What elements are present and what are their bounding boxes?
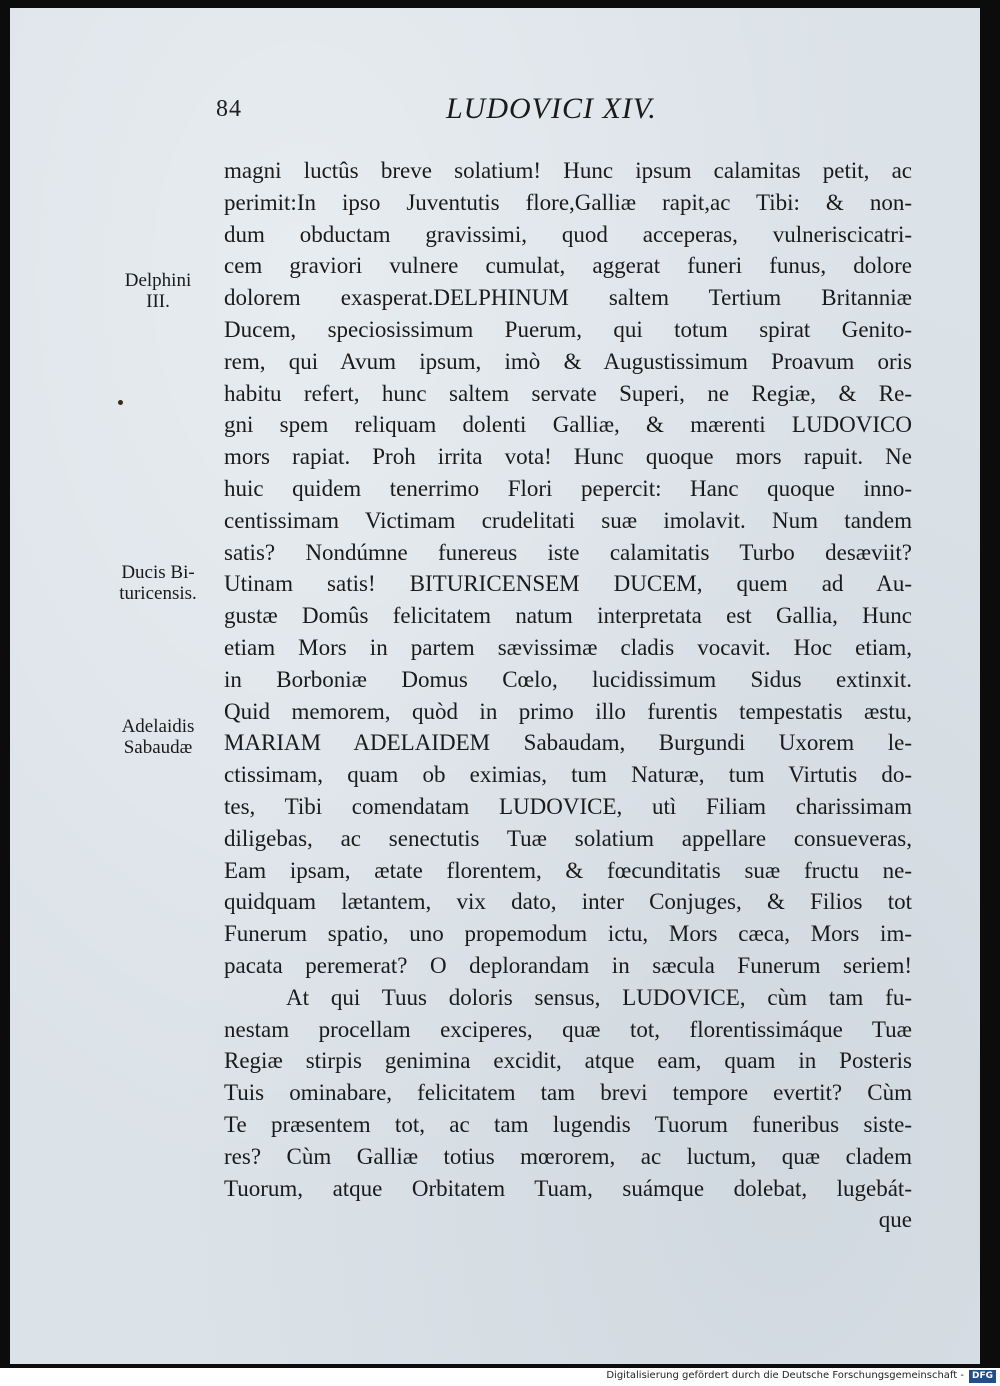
footer-bar (0, 1368, 1000, 1386)
text-line: mors rapiat. Proh irrita vota! Hunc quoque mors rapuit. Ne (224, 444, 912, 470)
footer-credit: Digitalisierung gefördert durch die Deutsche Forschungsgemeinschaft - (606, 1370, 964, 1381)
marginal-note-line: Delphini (124, 270, 192, 291)
text-line: Te præsentem tot, ac tam lugendis Tuorum funeribus siste- (224, 1111, 912, 1137)
text-line: huic quidem tenerrimo Flori pepercit: Hanc quoque inno- (224, 475, 912, 501)
text-line: dum obductam gravissimi, quod acceperas, vulneriscicatri- (224, 221, 912, 247)
text-line: cem graviori vulnere cumulat, aggerat funeri funus, dolore (224, 253, 912, 279)
text-line: dolorem exasperat.DELPHINUM saltem Tertium Britanniæ (224, 285, 912, 311)
text-line: gni spem reliquam dolenti Galliæ, & mærenti LUDOVICO (224, 412, 912, 438)
marginal-note-ducis (100, 562, 216, 604)
text-line: habitu refert, hunc saltem servate Superi, ne Regiæ, & Re- (224, 380, 912, 406)
text-line: quidquam lætantem, vix dato, inter Conjuges, & Filios tot (224, 889, 912, 915)
page-number: 84 (216, 96, 242, 122)
text-line: etiam Mors in partem sævissimæ cladis vocavit. Hoc etiam, (224, 634, 912, 660)
text-line: magni luctûs breve solatium! Hunc ipsum calamitas petit, ac (224, 158, 912, 183)
margin-dot (118, 400, 123, 405)
text-line: rem, qui Avum ipsum, imò & Augustissimum Proavum oris (224, 348, 912, 374)
dfg-logo: DFG (969, 1370, 996, 1383)
text-line: Utinam satis! BITURICENSEM DUCEM, quem ad Au- (224, 571, 912, 597)
marginal-note-line: Sabaudæ (123, 737, 193, 758)
text-line: Eam ipsam, ætate florentem, & fœcunditatis suæ fructu ne- (224, 857, 912, 883)
marginal-note-line: Adelaidis (121, 716, 195, 737)
text-line: perimit:In ipso Juventutis flore,Galliæ rapit,ac Tibi: & non- (224, 189, 912, 215)
marginal-note-line: III. (146, 291, 170, 312)
text-line: Tuorum, atque Orbitatem Tuam, suámque dolebat, lugebát- (224, 1175, 912, 1201)
text-line: ctissimam, quam ob eximias, tum Naturæ, tum Virtutis do- (224, 762, 912, 788)
text-line: Funerum spatio, uno propemodum ictu, Mors cæca, Mors im- (224, 921, 912, 947)
text-line: pacata peremerat? O deplorandam in sæcula Funerum seriem! (224, 952, 912, 978)
marginal-note-adelaidis (100, 716, 216, 758)
text-line: At qui Tuus doloris sensus, LUDOVICE, cùm tam fu- (286, 984, 912, 1010)
text-line: centissimam Victimam crudelitati suæ imolavit. Num tandem (224, 507, 912, 533)
text-line: que (878, 1207, 912, 1233)
text-line: MARIAM ADELAIDEM Sabaudam, Burgundi Uxorem le- (224, 730, 912, 756)
text-line: Tuis ominabare, felicitatem tam brevi tempore evertit? Cùm (224, 1080, 912, 1106)
text-line: satis? Nondúmne funereus iste calamitatis Turbo desæviit? (224, 539, 912, 565)
text-line: Ducem, speciosissimum Puerum, qui totum spirat Genito- (224, 316, 912, 342)
text-line: tes, Tibi comendatam LUDOVICE, utì Filiam charissimam (224, 793, 912, 819)
text-line: Regiæ stirpis genimina excidit, atque eam, quam in Posteris (224, 1048, 912, 1074)
text-line: nestam procellam exciperes, quæ tot, florentissimáque Tuæ (224, 1016, 912, 1042)
marginal-note-line: turicensis. (119, 583, 197, 604)
running-head: LUDOVICI XIV. (446, 92, 657, 125)
body-text (224, 155, 912, 1236)
text-line: diligebas, ac senectutis Tuæ solatium appellare consueveras, (224, 825, 912, 851)
text-line: res? Cùm Galliæ totius mœrorem, ac luctum, quæ cladem (224, 1143, 912, 1169)
text-line: Quid memorem, quòd in primo illo furentis tempestatis æstu, (224, 698, 912, 724)
marginal-note-line: Ducis Bi- (121, 562, 195, 583)
text-line: gustæ Domûs felicitatem natum interpretata est Gallia, Hunc (224, 603, 912, 629)
marginal-note-delphini (100, 270, 216, 312)
text-line: in Borboniæ Domus Cœlo, lucidissimum Sidus extinxit. (224, 666, 912, 692)
